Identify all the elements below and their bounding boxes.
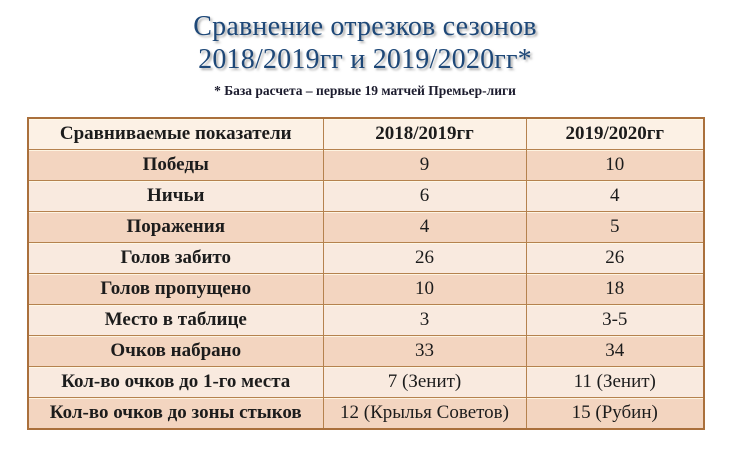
- row-label-cell: Голов забито: [28, 243, 323, 274]
- value-2018-2019-cell: 4: [323, 212, 526, 243]
- value-2019-2020-cell: 10: [526, 150, 704, 181]
- table-row: [28, 367, 704, 398]
- row-label-cell: Победы: [28, 150, 323, 181]
- table-header-row: [28, 118, 704, 150]
- value-2019-2020-cell: 5: [526, 212, 704, 243]
- value-2019-2020-cell: 4: [526, 181, 704, 212]
- column-header-season-2019-2020: 2019/2020гг: [526, 118, 704, 150]
- value-2019-2020-cell: 34: [526, 336, 704, 367]
- row-label-cell: Кол-во очков до 1-го места: [28, 367, 323, 398]
- table-row: [28, 150, 704, 181]
- value-2018-2019-cell: 9: [323, 150, 526, 181]
- table-row: [28, 305, 704, 336]
- table-row: [28, 398, 704, 430]
- page-title-line1: Сравнение отрезков сезонов: [193, 11, 537, 42]
- page-title-line2: 2018/2019гг и 2019/2020гг*: [198, 44, 532, 75]
- table-row: [28, 212, 704, 243]
- footnote: * База расчета – первые 19 матчей Премьер-лиги: [214, 83, 516, 98]
- column-header-season-2018-2019: 2018/2019гг: [323, 118, 526, 150]
- table-row: [28, 181, 704, 212]
- row-label-cell: Кол-во очков до зоны стыков: [28, 398, 323, 430]
- season-comparison-table: [27, 117, 705, 430]
- value-2019-2020-cell: 18: [526, 274, 704, 305]
- row-label-cell: Голов пропущено: [28, 274, 323, 305]
- row-label-cell: Поражения: [28, 212, 323, 243]
- table-row: [28, 274, 704, 305]
- value-2018-2019-cell: 10: [323, 274, 526, 305]
- value-2018-2019-cell: 26: [323, 243, 526, 274]
- value-2018-2019-cell: 6: [323, 181, 526, 212]
- page-title: [0, 10, 730, 76]
- row-label-cell: Ничьи: [28, 181, 323, 212]
- value-2019-2020-cell: 15 (Рубин): [526, 398, 704, 430]
- value-2018-2019-cell: 12 (Крылья Советов): [323, 398, 526, 430]
- value-2019-2020-cell: 3-5: [526, 305, 704, 336]
- table-body: [28, 150, 704, 430]
- value-2019-2020-cell: 11 (Зенит): [526, 367, 704, 398]
- value-2018-2019-cell: 33: [323, 336, 526, 367]
- column-header-indicators: Сравниваемые показатели: [28, 118, 323, 150]
- value-2019-2020-cell: 26: [526, 243, 704, 274]
- row-label-cell: Очков набрано: [28, 336, 323, 367]
- table-row: [28, 336, 704, 367]
- row-label-cell: Место в таблице: [28, 305, 323, 336]
- table-row: [28, 243, 704, 274]
- value-2018-2019-cell: 7 (Зенит): [323, 367, 526, 398]
- value-2018-2019-cell: 3: [323, 305, 526, 336]
